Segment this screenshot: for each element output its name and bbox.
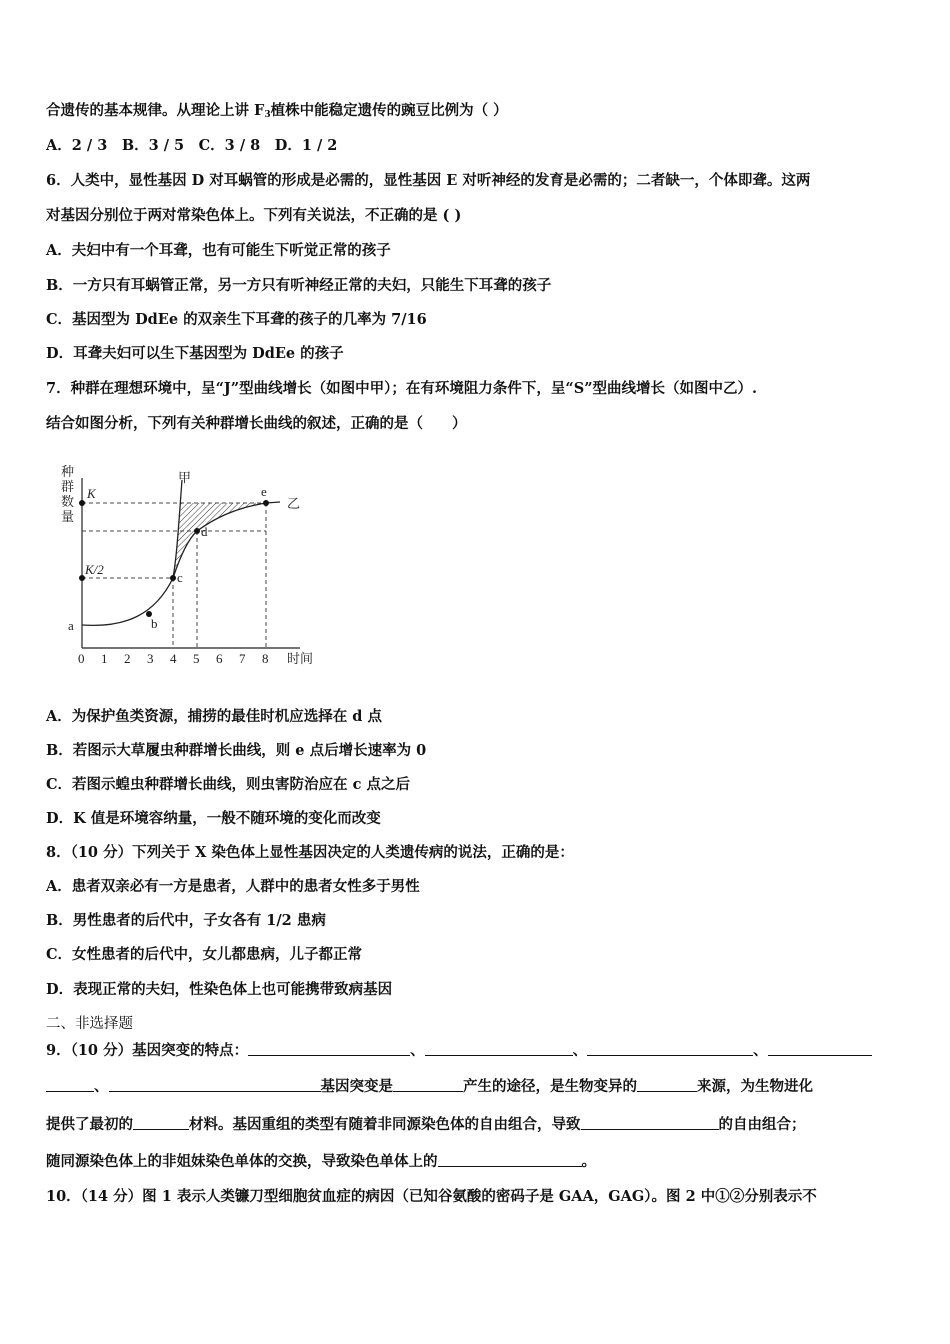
q5-stem-continuation bbox=[46, 101, 508, 125]
label-yi: 乙 bbox=[287, 496, 301, 511]
q9-part9: 。 bbox=[581, 1153, 596, 1170]
q5-subscript: 3 bbox=[264, 110, 271, 120]
x-tick-label: 6 bbox=[216, 651, 223, 666]
q9-part6: 材料。基因重组的类型有随着非同源染色体的自由组合，导致 bbox=[189, 1116, 581, 1133]
sep-1: 、 bbox=[410, 1042, 425, 1059]
blank-6[interactable] bbox=[393, 1077, 463, 1092]
x-tick-label: 2 bbox=[124, 651, 131, 666]
q7-option-a: A．为保护鱼类资源，捕捞的最佳时机应选择在 d 点 bbox=[46, 708, 382, 725]
y-label-char: 数 bbox=[61, 494, 75, 509]
hatched-area bbox=[173, 503, 266, 578]
point-c bbox=[170, 575, 176, 581]
label-k2: K/2 bbox=[85, 562, 104, 577]
q6-option-c: C．基因型为 DdEe 的双亲生下耳聋的孩子的几率为 7/16 bbox=[46, 311, 427, 328]
q6-stem-line1: 6．人类中，显性基因 D 对耳蜗管的形成是必需的，显性基因 E 对听神经的发育是必需的；二者缺一，个体即聋。这两 bbox=[46, 172, 811, 189]
population-growth-chart bbox=[55, 460, 335, 675]
q5-options: A．2 / 3 B．3 / 5 C．3 / 8 D．1 / 2 bbox=[46, 137, 338, 154]
q5-stem-b: 植株中能稳定遗传的豌豆比例为（ ） bbox=[270, 102, 508, 119]
x-tick-label: 3 bbox=[147, 651, 154, 666]
q7-option-d: D．K 值是环境容纳量，一般不随环境的变化而改变 bbox=[46, 810, 381, 827]
q7-option-b: B．若图示大草履虫种群增长曲线，则 e 点后增长速率为 0 bbox=[46, 742, 427, 759]
q9-part3: 产生的途径，是生物变异的 bbox=[463, 1078, 637, 1095]
label-jia: 甲 bbox=[178, 470, 192, 485]
blank-7[interactable] bbox=[637, 1077, 697, 1092]
q8-option-c: C．女性患者的后代中，女儿都患病，儿子都正常 bbox=[46, 946, 363, 963]
q8-option-d: D．表现正常的夫妇，性染色体上也可能携带致病基因 bbox=[46, 981, 393, 998]
x-tick-label: 7 bbox=[239, 651, 246, 666]
point-d bbox=[194, 528, 200, 534]
blank-5[interactable] bbox=[109, 1077, 321, 1092]
label-e: e bbox=[261, 484, 267, 499]
q9-line3 bbox=[46, 1115, 806, 1135]
y-label-char: 种 bbox=[61, 464, 75, 479]
blank-2[interactable] bbox=[425, 1041, 573, 1056]
q9-part8: 随同源染色体上的非姐妹染色单体的交换，导致染色单体上的 bbox=[46, 1153, 438, 1170]
q9-line4 bbox=[46, 1152, 596, 1172]
sep-3: 、 bbox=[753, 1042, 768, 1059]
x-tick-label: 0 bbox=[78, 651, 85, 666]
section-heading: 二、非选择题 bbox=[46, 1016, 133, 1032]
q7-option-c: C．若图示蝗虫种群增长曲线，则虫害防治应在 c 点之后 bbox=[46, 776, 410, 793]
y-axis-label bbox=[61, 464, 74, 524]
q7-stem-line1: 7．种群在理想环境中，呈“J”型曲线增长（如图中甲）；在有环境阻力条件下，呈“S”型曲线增长（如图中乙）. bbox=[46, 380, 758, 397]
blank-9[interactable] bbox=[581, 1115, 719, 1130]
x-tick-label: 4 bbox=[170, 651, 177, 666]
y-label-char: 群 bbox=[61, 479, 75, 494]
q9-part4: 来源，为生物进化 bbox=[697, 1078, 813, 1095]
blank-10[interactable] bbox=[438, 1152, 582, 1167]
point-e bbox=[263, 500, 269, 506]
blank-1[interactable] bbox=[248, 1041, 410, 1056]
q5-stem-a: 合遗传的基本规律。从理论上讲 F bbox=[46, 102, 265, 119]
q8-stem: 8．（10 分）下列关于 X 染色体上显性基因决定的人类遗传病的说法，正确的是： bbox=[46, 844, 574, 861]
q6-option-d: D．耳聋夫妇可以生下基因型为 DdEe 的孩子 bbox=[46, 345, 344, 362]
q9-part2: 基因突变是 bbox=[320, 1078, 393, 1095]
blank-3[interactable] bbox=[587, 1041, 753, 1056]
q9-part1: 9．（10 分）基因突变的特点： bbox=[46, 1042, 249, 1059]
label-c: c bbox=[177, 570, 183, 585]
x-tick-labels bbox=[78, 651, 269, 666]
blank-8[interactable] bbox=[133, 1115, 189, 1130]
sep-4: 、 bbox=[94, 1078, 109, 1095]
q6-stem-line2: 对基因分别位于两对常染色体上。下列有关说法，不正确的是 ( ) bbox=[46, 207, 462, 224]
sep-2: 、 bbox=[572, 1042, 588, 1059]
blank-4b[interactable] bbox=[46, 1077, 94, 1092]
q6-option-b: B．一方只有耳蜗管正常，另一方只有听神经正常的夫妇，只能生下耳聋的孩子 bbox=[46, 277, 552, 294]
q7-stem-line2: 结合如图分析，下列有关种群增长曲线的叙述，正确的是（ ） bbox=[46, 415, 467, 432]
q9-line2 bbox=[46, 1077, 813, 1097]
label-k: K bbox=[87, 486, 96, 501]
label-a: a bbox=[68, 618, 74, 633]
q6-option-a: A．夫妇中有一个耳聋，也有可能生下听觉正常的孩子 bbox=[46, 242, 391, 259]
label-d: d bbox=[201, 524, 208, 539]
x-axis-label: 时间 bbox=[287, 651, 314, 666]
label-b: b bbox=[151, 616, 158, 631]
q9-part5: 提供了最初的 bbox=[46, 1116, 133, 1133]
point-k bbox=[79, 500, 85, 506]
q8-option-b: B．男性患者的后代中，子女各有 1/2 患病 bbox=[46, 912, 326, 929]
x-tick-label: 5 bbox=[193, 651, 200, 666]
x-tick-label: 8 bbox=[262, 651, 269, 666]
blank-4a[interactable] bbox=[768, 1041, 872, 1056]
j-curve bbox=[82, 480, 182, 625]
q9-line1 bbox=[46, 1041, 872, 1061]
q10-stem: 10．（14 分）图 1 表示人类镰刀型细胞贫血症的病因（已知谷氨酸的密码子是 GAA，GAG）。图 2 中①②分别表示不 bbox=[46, 1188, 817, 1205]
x-tick-label: 1 bbox=[101, 651, 108, 666]
q8-option-a: A．患者双亲必有一方是患者，人群中的患者女性多于男性 bbox=[46, 878, 420, 895]
y-label-char: 量 bbox=[61, 509, 75, 524]
q9-part7: 的自由组合； bbox=[718, 1116, 806, 1133]
